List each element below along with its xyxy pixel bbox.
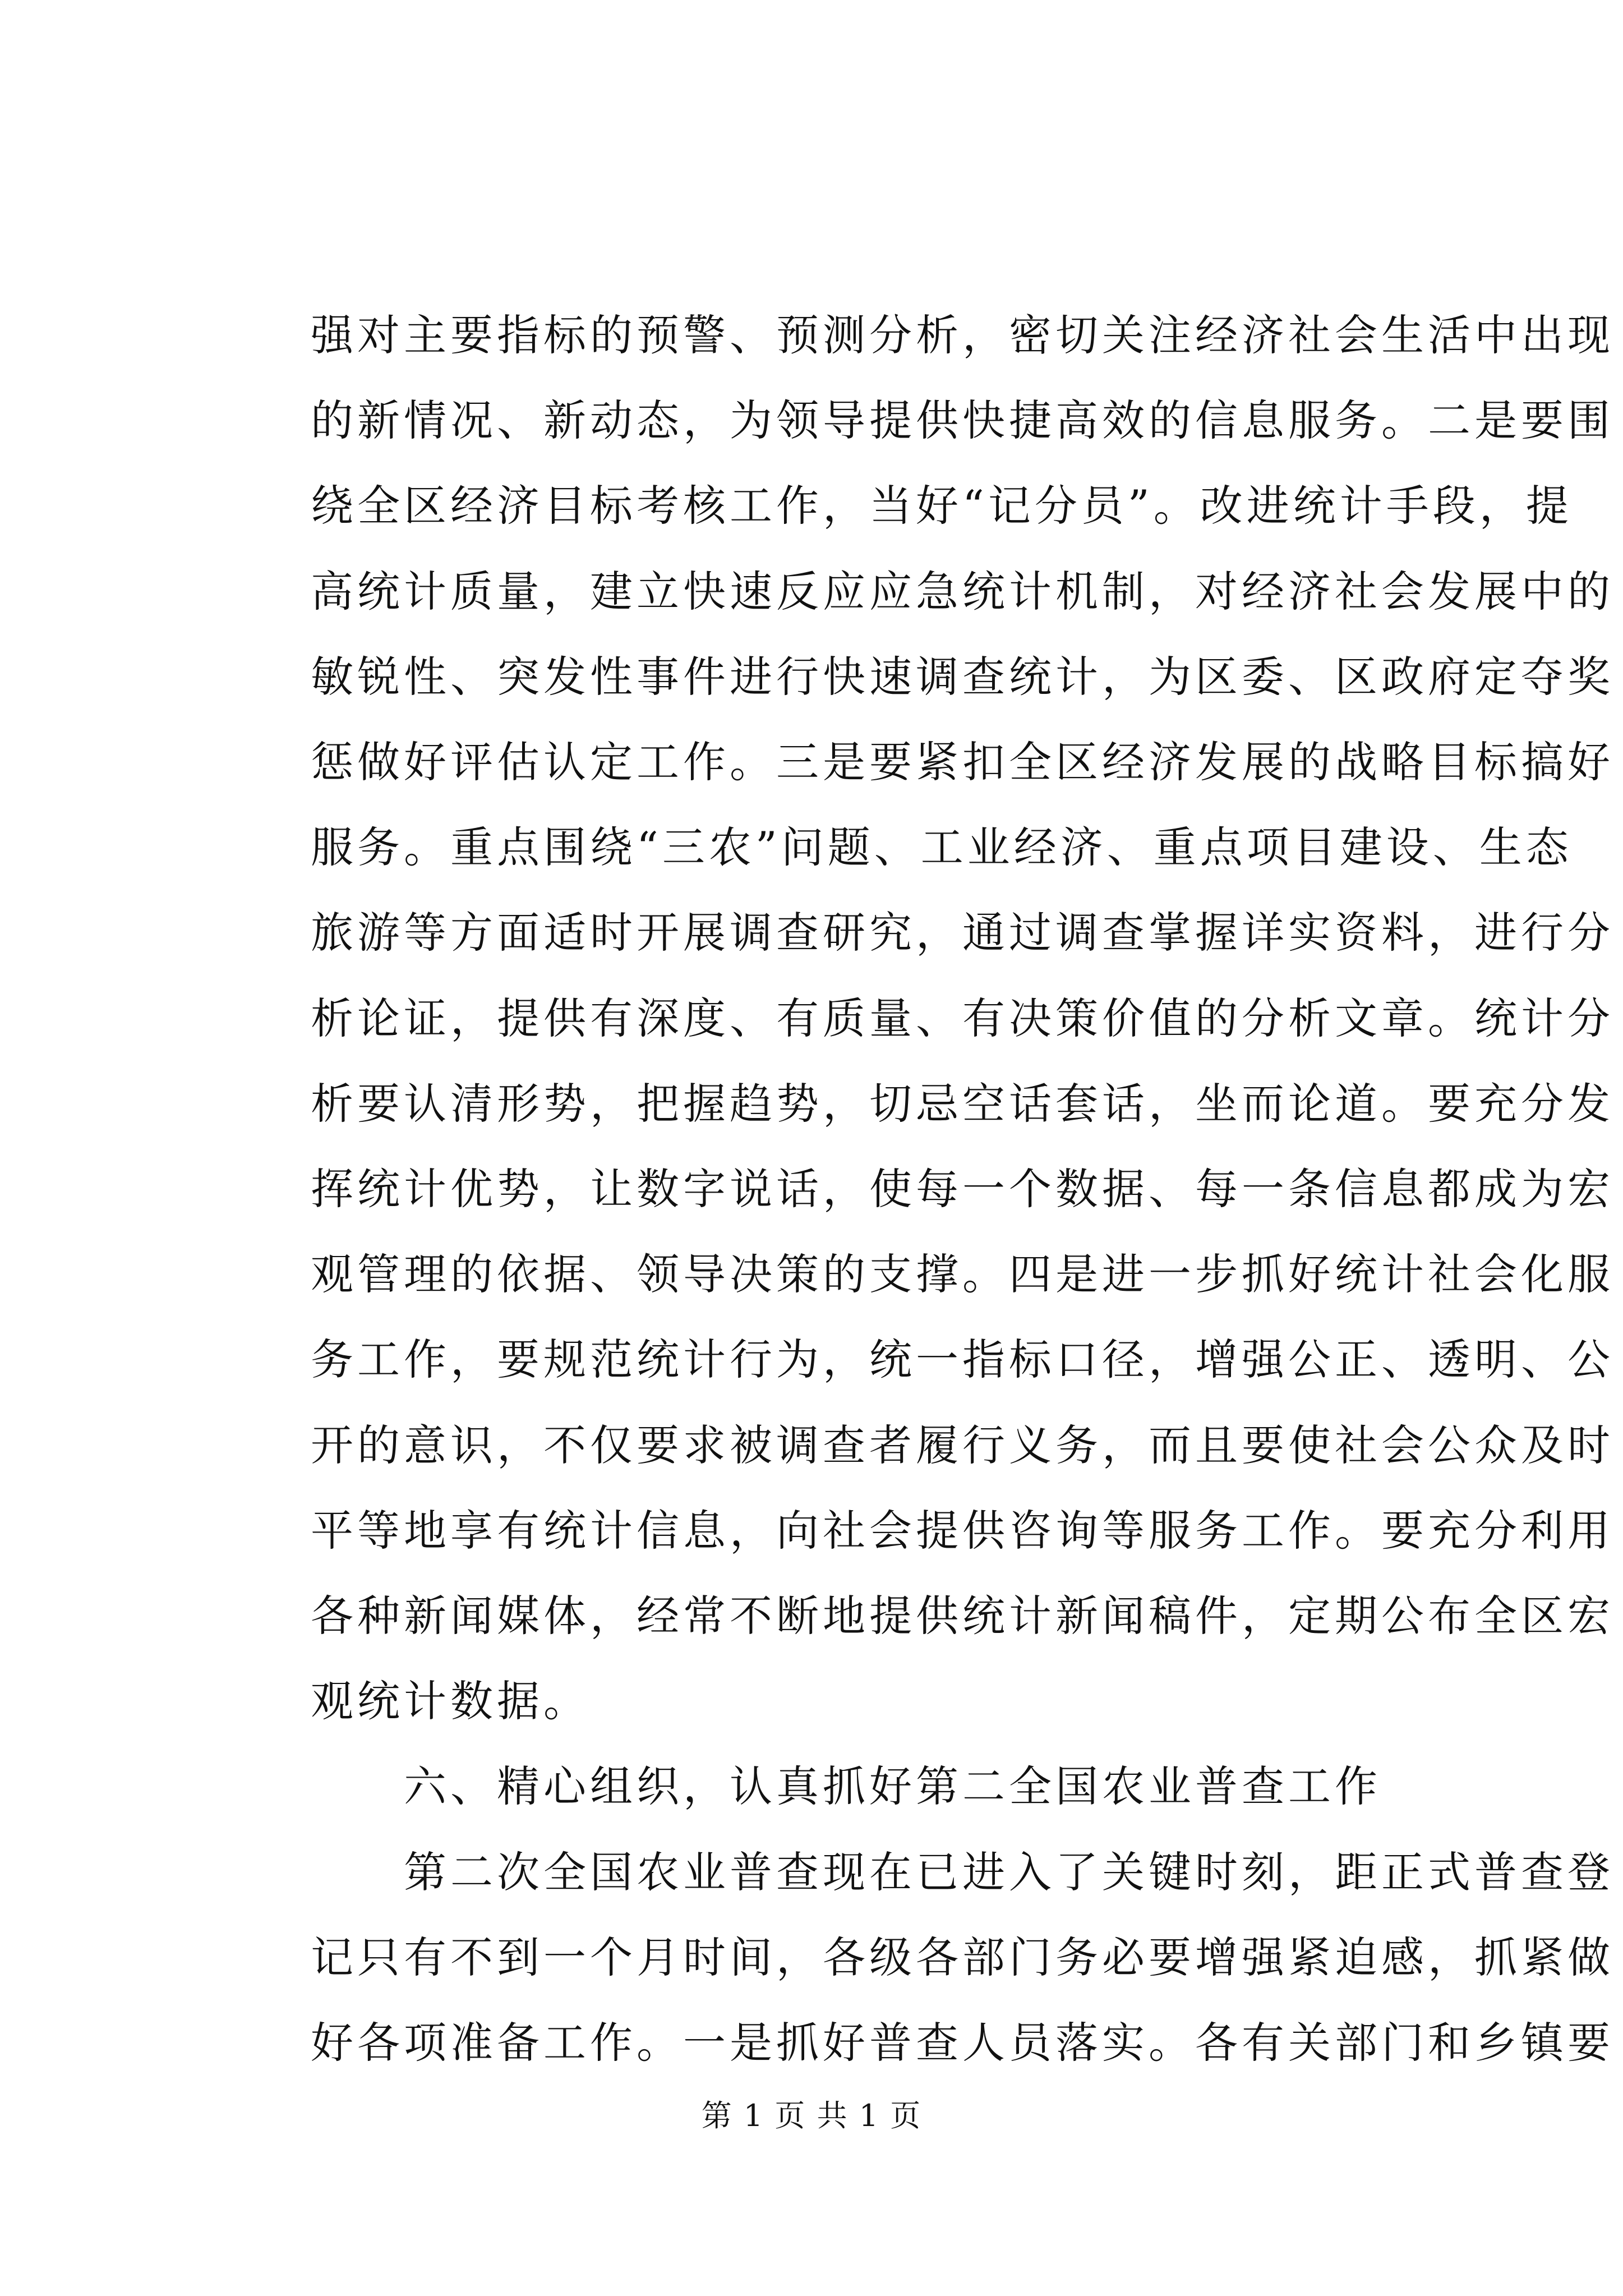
text-line: 开的意识，不仅要求被调查者履行义务，而且要使社会公众及时 [311, 1420, 1614, 1470]
text-line: 六、精心组织，认真抓好第二全国农业普查工作 [311, 1761, 1381, 1811]
text-line: 第二次全国农业普查现在已进入了关键时刻，距正式普查登 [311, 1847, 1614, 1897]
text-line: 各种新闻媒体，经常不断地提供统计新闻稿件，定期公布全区宏 [311, 1591, 1614, 1641]
text-line: 观管理的依据、领导决策的支撑。四是进一步抓好统计社会化服 [311, 1249, 1614, 1299]
text-line: 强对主要指标的预警、预测分析，密切关注经济社会生活中出现 [311, 310, 1614, 360]
text-line: 服务。重点围绕“三农”问题、工业经济、重点项目建设、生态 [311, 822, 1573, 872]
text-line: 好各项准备工作。一是抓好普查人员落实。各有关部门和乡镇要 [311, 2018, 1614, 2068]
text-line: 析要认清形势，把握趋势，切忌空话套话，坐而论道。要充分发 [311, 1079, 1614, 1129]
text-line: 高统计质量，建立快速反应应急统计机制，对经济社会发展中的 [311, 567, 1614, 616]
text-line: 析论证，提供有深度、有质量、有决策价值的分析文章。统计分 [311, 993, 1614, 1043]
page-footer: 第 1 页 共 1 页 [701, 2098, 922, 2133]
text-line: 旅游等方面适时开展调查研究，通过调查掌握详实资料，进行分 [311, 908, 1614, 958]
text-line: 敏锐性、突发性事件进行快速调查统计，为区委、区政府定夺奖 [311, 652, 1614, 702]
text-line: 挥统计优势，让数字说话，使每一个数据、每一条信息都成为宏 [311, 1164, 1614, 1214]
text-line: 平等地享有统计信息，向社会提供咨询等服务工作。要充分利用 [311, 1506, 1614, 1556]
text-line: 务工作，要规范统计行为，统一指标口径，增强公正、透明、公 [311, 1335, 1614, 1384]
text-line: 惩做好评估认定工作。三是要紧扣全区经济发展的战略目标搞好 [311, 737, 1614, 787]
text-line: 记只有不到一个月时间，各级各部门务必要增强紧迫感，抓紧做 [311, 1932, 1614, 1982]
text-line: 的新情况、新动态，为领导提供快捷高效的信息服务。二是要围 [311, 395, 1614, 445]
text-line: 观统计数据。 [311, 1676, 590, 1726]
text-line: 绕全区经济目标考核工作，当好“记分员”。改进统计手段，提 [311, 481, 1573, 531]
